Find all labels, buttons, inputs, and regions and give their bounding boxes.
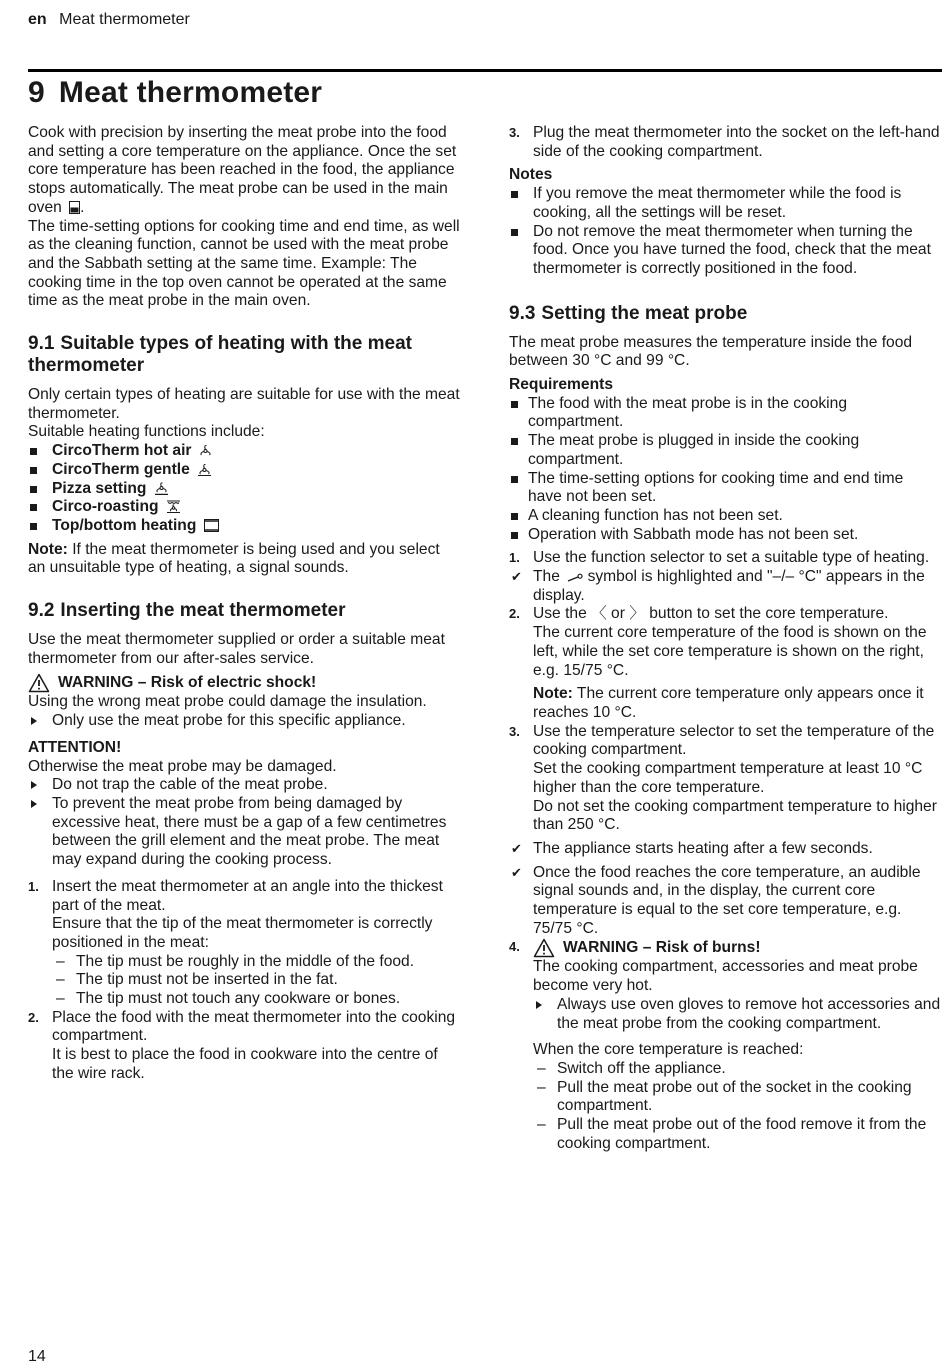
s91-paragraph-2: Suitable heating functions include: (28, 423, 265, 441)
result-text: Once the food reaches the core temperature, an audible signal sounds and, in the display, the current core temperature is equal to the set core temperature, e.g. 75/75 °C. (533, 863, 921, 937)
step-number: 2. (28, 1009, 39, 1025)
note-text: Do not remove the meat thermometer when turning the food. Once you have turned the food, check that the meat thermometer is correctly positioned in the food. (533, 222, 931, 277)
section-number: 9.1 (28, 333, 55, 355)
decrease-button-icon: 〈 (591, 605, 607, 623)
checkmark-icon: ✔ (511, 569, 522, 585)
warning-text: The cooking compartment, accessories and meat probe become very hot. (533, 958, 918, 995)
top-bottom-heating-icon (204, 519, 219, 532)
fan-gentle-icon (197, 463, 212, 476)
step-text: Use the (533, 605, 587, 623)
step-text: or (611, 605, 625, 623)
dash-text: Pull the meat probe out of the socket in the cooking compartment. (557, 1078, 912, 1115)
function-label: Top/bottom heating (52, 516, 197, 534)
header-rule (28, 69, 942, 72)
dash-text: Pull the meat probe out of the food remove it from the cooking compartment. (557, 1116, 927, 1152)
list-item (509, 507, 941, 526)
step-line: It is best to place the food in cookware into the centre of the wire rack. (52, 1046, 438, 1082)
function-label: Circo-roasting (52, 498, 159, 516)
section-number: 9.3 (509, 302, 536, 324)
result-item (509, 864, 941, 939)
result-item (509, 840, 941, 859)
warning-triangle-icon (533, 938, 555, 958)
attention-action (28, 795, 460, 870)
step-number: 3. (509, 125, 520, 140)
dash-text: Switch off the appliance. (557, 1059, 726, 1077)
list-item (509, 470, 941, 507)
increase-button-icon: 〉 (629, 605, 645, 623)
section-title: Suitable types of heating with the meat thermometer (28, 333, 412, 377)
section-title: Setting the meat probe (541, 302, 748, 324)
chapter-title (28, 76, 322, 110)
function-label: CircoTherm hot air (52, 442, 192, 460)
dash-text: The tip must be roughly in the middle of the food. (76, 952, 415, 970)
requirements-title: Requirements (509, 376, 613, 394)
chapter-number: 9 (28, 76, 45, 109)
notes-list (509, 185, 941, 279)
warning-title: WARNING – Risk of burns! (563, 939, 761, 957)
dash-item (52, 953, 460, 972)
list-item (28, 498, 460, 517)
intro-text-1: Cook with precision by inserting the meat probe into the food and setting a core temperature on the appliance. Once the set core temperature has been reached in the food, the appliance stops automatically. The meat probe can be used in the main oven (28, 124, 457, 216)
pizza-icon (154, 482, 169, 495)
note-text: If the meat thermometer is being used and you select an unsuitable type of heating, a signal sounds. (28, 540, 440, 577)
s91-paragraph-1: Only certain types of heating are suitable for use with the meat thermometer. (28, 386, 460, 422)
step-number: 1. (28, 878, 39, 894)
step-line: Do not set the cooking compartment temperature to higher than 250 °C. (533, 797, 937, 834)
warning-action (28, 712, 460, 731)
section-number: 9.2 (28, 600, 55, 622)
attention-action-text: To prevent the meat probe from being damaged by excessive heat, there must be a gap of a few centimetres between the grill element and the meat probe. The meat may expand during the cooking process. (52, 794, 447, 869)
s92-paragraph-1: Use the meat thermometer supplied or order a suitable meat thermometer from our after-sales service. (28, 631, 445, 667)
step-1 (509, 549, 941, 568)
step-line: Plug the meat thermometer into the socket on the left-hand side of the cooking compartment. (533, 124, 940, 160)
list-item (509, 432, 941, 469)
attention-action (28, 776, 460, 795)
warning-action-text: Always use oven gloves to remove hot accessories and the meat probe from the cooking compartment. (557, 995, 941, 1032)
step-line: Use the temperature selector to set the temperature of the cooking compartment. (533, 722, 935, 759)
s91-note (28, 541, 460, 578)
warning-triangle-icon (28, 673, 50, 693)
step-2 (28, 1009, 460, 1084)
dash-text: The tip must not touch any cookware or bones. (76, 990, 401, 1008)
requirement-text: The meat probe is plugged in inside the cooking compartment. (528, 432, 860, 468)
list-item (509, 185, 941, 222)
step-line: Ensure that the tip of the meat thermometer is correctly positioned in the meat: (52, 915, 433, 951)
meat-probe-icon (567, 573, 583, 583)
page-header (28, 11, 190, 29)
attention-text: Otherwise the meat probe may be damaged. (28, 757, 337, 775)
step-line: Use the function selector to set a suitable type of heating. (533, 549, 930, 567)
dash-item (533, 1116, 941, 1153)
function-label: Pizza setting (52, 479, 147, 497)
step-note (533, 685, 941, 722)
note-text: The current core temperature only appears once it reaches 10 °C. (533, 685, 924, 721)
list-item (509, 395, 941, 432)
requirement-text: The food with the meat probe is in the cooking compartment. (528, 394, 847, 431)
step-line: The current core temperature of the food is shown on the left, while the set core temperature is shown on the right, e.g. 15/75 °C. (533, 624, 927, 679)
step-number: 1. (509, 550, 520, 566)
list-item (28, 442, 460, 461)
requirement-text: The time-setting options for cooking time and end time have not been set. (528, 469, 904, 506)
requirement-text: A cleaning function has not been set. (528, 506, 783, 524)
result-text: The appliance starts heating after a few seconds. (533, 839, 873, 857)
step-line: Insert the meat thermometer at an angle into the thickest part of the meat. (52, 877, 443, 914)
heating-functions-list (28, 442, 460, 536)
step-line: When the core temperature is reached: (533, 1041, 804, 1059)
intro-paragraph-2: The time-setting options for cooking time and end time, as well as the cleaning function, cannot be used with the meat probe and the Sabbath setting at the same time. Example: The cooking time in the top oven cannot be operated at the same time as the meat probe in the main oven. (28, 217, 460, 310)
section-heading-9-3 (509, 303, 941, 325)
header-title: Meat thermometer (59, 11, 190, 28)
main-oven-icon (69, 201, 80, 214)
dash-text: The tip must not be inserted in the fat. (76, 971, 338, 989)
section-title: Inserting the meat thermometer (60, 600, 346, 622)
fan-icon (199, 444, 212, 457)
notes-title: Notes (509, 166, 553, 184)
requirement-text: Operation with Sabbath mode has not been set. (528, 525, 859, 543)
warning-title: WARNING – Risk of electric shock! (58, 674, 317, 692)
page-number: 14 (28, 1348, 46, 1365)
list-item (509, 526, 941, 545)
attention-action-text: Do not trap the cable of the meat probe. (52, 776, 328, 794)
result-text: symbol is highlighted and "–/– °C" appears in the display. (533, 568, 925, 604)
list-item (28, 517, 460, 536)
step-1 (28, 878, 460, 1009)
step-3 (509, 723, 941, 835)
result-text: The (533, 568, 560, 586)
attention-title: ATTENTION! (28, 738, 122, 756)
intro-paragraph-1: Cook with precision by inserting the meat probe into the food and setting a core temperature on the appliance. Once the set core temperature has been reached in the food, the appliance stops automatically. The meat probe can be used in the main oven . (28, 124, 457, 216)
note-label: Note: (533, 685, 573, 703)
warning-action-text: Only use the meat probe for this specific appliance. (52, 712, 406, 730)
dash-item (52, 971, 460, 990)
warning-text: Using the wrong meat probe could damage the insulation. (28, 693, 427, 711)
step-2 (509, 605, 941, 722)
list-item (509, 223, 941, 279)
checkmark-icon: ✔ (511, 840, 522, 856)
step-number: 3. (509, 723, 520, 739)
section-heading-9-2 (28, 600, 460, 622)
function-label: CircoTherm gentle (52, 460, 190, 478)
step-text: button to set the core temperature. (649, 605, 889, 623)
s93-paragraph-1: The meat probe measures the temperature inside the food between 30 °C and 99 °C. (509, 333, 913, 370)
step-number: 2. (509, 606, 520, 622)
chapter-title-text: Meat thermometer (58, 76, 323, 109)
checkmark-icon: ✔ (511, 864, 522, 880)
step-4 (509, 938, 941, 1153)
section-heading-9-1 (28, 333, 460, 377)
list-item (28, 461, 460, 480)
warning-electric-shock (28, 673, 460, 693)
step-3 (509, 124, 941, 161)
requirements-list (509, 395, 941, 545)
result-item (509, 568, 941, 605)
warning-burns (533, 938, 941, 958)
dash-item (533, 1060, 941, 1079)
left-column (28, 124, 460, 1084)
step-number: 4. (509, 939, 520, 955)
step-line: Set the cooking compartment temperature at least 10 °C higher than the core temperature. (533, 760, 923, 796)
circo-roasting-icon (166, 500, 181, 513)
step-line: Place the food with the meat thermometer into the cooking compartment. (52, 1008, 456, 1045)
dash-item (533, 1079, 941, 1116)
dash-item (52, 990, 460, 1009)
warning-action (533, 996, 941, 1033)
right-column (509, 124, 941, 1153)
step-line (533, 605, 941, 624)
list-item (28, 480, 460, 499)
note-text: If you remove the meat thermometer while the food is cooking, all the settings will be reset. (533, 185, 902, 221)
language-code: en (28, 11, 47, 28)
note-label: Note: (28, 540, 68, 558)
